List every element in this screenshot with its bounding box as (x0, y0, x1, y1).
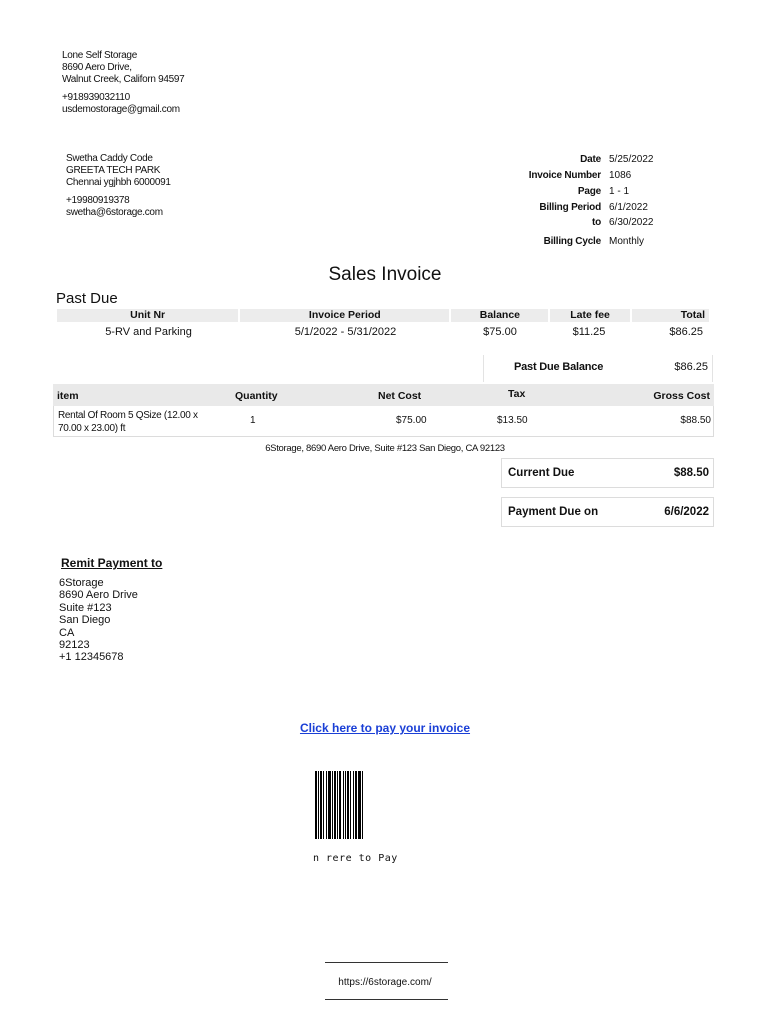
total-cell: $86.25 (669, 326, 703, 338)
billing-cycle-value: Monthly (609, 236, 645, 247)
company-phone: +918939032110 (62, 92, 130, 103)
invoice-period-cell: 5/1/2022 - 5/31/2022 (294, 326, 397, 338)
remit-line: Suite #123 (59, 601, 112, 614)
gross-cost-cell: $88.50 (680, 415, 711, 426)
date-value: 5/25/2022 (609, 154, 654, 165)
company-address-line1: 8690 Aero Drive, (62, 62, 132, 73)
customer-phone: +19980919378 (66, 195, 130, 206)
header-gross-cost: Gross Cost (653, 390, 710, 402)
company-name: Lone Self Storage (62, 50, 137, 61)
items-header-row (53, 384, 714, 406)
item-description-line1: Rental Of Room 5 QSize (12.00 x (58, 410, 198, 421)
page-value: 1 - 1 (609, 186, 630, 197)
date-label: Date (580, 154, 601, 165)
items-table (53, 384, 714, 437)
barcode-image[interactable] (315, 771, 387, 839)
header-invoice-period: Invoice Period (240, 309, 449, 322)
header-item: item (57, 390, 79, 402)
payment-due-value: 6/6/2022 (664, 506, 709, 518)
payment-due-label: Payment Due on (508, 506, 599, 518)
to-label: to (591, 217, 601, 228)
header-balance: Balance (451, 309, 548, 322)
past-due-table (57, 309, 711, 340)
divider (325, 999, 448, 1000)
late-fee-cell: $11.25 (572, 326, 606, 338)
customer-address-line1: GREETA TECH PARK (66, 165, 161, 176)
barcode-caption: n rere to Pay (313, 853, 398, 864)
header-unit-nr: Unit Nr (57, 309, 238, 322)
remit-line: CA (59, 626, 75, 639)
page-label: Page (577, 186, 601, 197)
current-due-label: Current Due (508, 467, 575, 479)
quantity-cell: 1 (250, 415, 256, 426)
meta-billing-period-row (500, 200, 720, 216)
past-due-balance-label: Past Due Balance (514, 361, 604, 373)
current-due-box (501, 458, 714, 488)
invoice-title: Sales Invoice (328, 264, 442, 285)
tax-cell: $13.50 (497, 415, 528, 426)
billing-period-start: 6/1/2022 (609, 202, 648, 213)
balance-cell: $75.00 (483, 326, 517, 338)
item-description-line2: 70.00 x 23.00) ft (58, 423, 126, 434)
remit-line: San Diego (59, 614, 111, 627)
customer-name: Swetha Caddy Code (66, 153, 153, 164)
pay-invoice-link[interactable]: Click here to pay your invoice (299, 721, 471, 735)
billing-period-label: Billing Period (539, 202, 601, 213)
past-due-balance-box (483, 355, 713, 382)
company-address-block (62, 50, 184, 116)
company-address-line2: Walnut Creek, Californ 94597 (62, 74, 185, 85)
meta-billing-period-end-row (500, 216, 720, 230)
meta-page-row (500, 184, 720, 200)
remit-line: +1 12345678 (59, 651, 124, 664)
header-net-cost: Net Cost (378, 390, 422, 402)
company-email: usdemostorage@gmail.com (62, 104, 180, 115)
remit-line: 92123 (59, 639, 90, 652)
remit-address-block (59, 577, 138, 664)
website-url: https://6storage.com/ (338, 977, 432, 988)
table-row (53, 406, 714, 437)
unit-nr-cell: 5-RV and Parking (105, 326, 192, 338)
past-due-balance-value: $86.25 (674, 361, 708, 373)
header-late-fee: Late fee (550, 309, 629, 322)
header-total: Total (632, 309, 709, 322)
past-due-header-row (57, 309, 711, 322)
meta-billing-cycle-row (500, 234, 720, 250)
invoice-number-label: Invoice Number (528, 170, 601, 181)
current-due-value: $88.50 (673, 467, 709, 479)
invoice-number-value: 1086 (609, 170, 632, 181)
meta-invoice-number-row (500, 168, 720, 184)
past-due-heading: Past Due (56, 290, 118, 307)
payment-due-box (501, 497, 714, 527)
billing-period-end: 6/30/2022 (609, 217, 654, 228)
net-cost-cell: $75.00 (396, 415, 427, 426)
company-footer-address: 6Storage, 8690 Aero Drive, Suite #123 San Diego, CA 92123 (265, 443, 505, 454)
remit-payment-heading: Remit Payment to (61, 556, 163, 570)
item-cell (58, 409, 198, 435)
billing-cycle-label: Billing Cycle (543, 236, 601, 247)
invoice-meta (500, 152, 720, 250)
header-quantity: Quantity (235, 390, 278, 402)
meta-date-row (500, 152, 720, 168)
customer-email: swetha@6storage.com (66, 207, 163, 218)
header-tax: Tax (508, 388, 526, 400)
table-row (57, 324, 711, 340)
divider (325, 962, 448, 963)
remit-line: 8690 Aero Drive (59, 589, 138, 602)
remit-line: 6Storage (59, 577, 104, 589)
customer-address-line2: Chennai ygjhbh 6000091 (66, 177, 171, 188)
customer-address-block (66, 153, 171, 219)
